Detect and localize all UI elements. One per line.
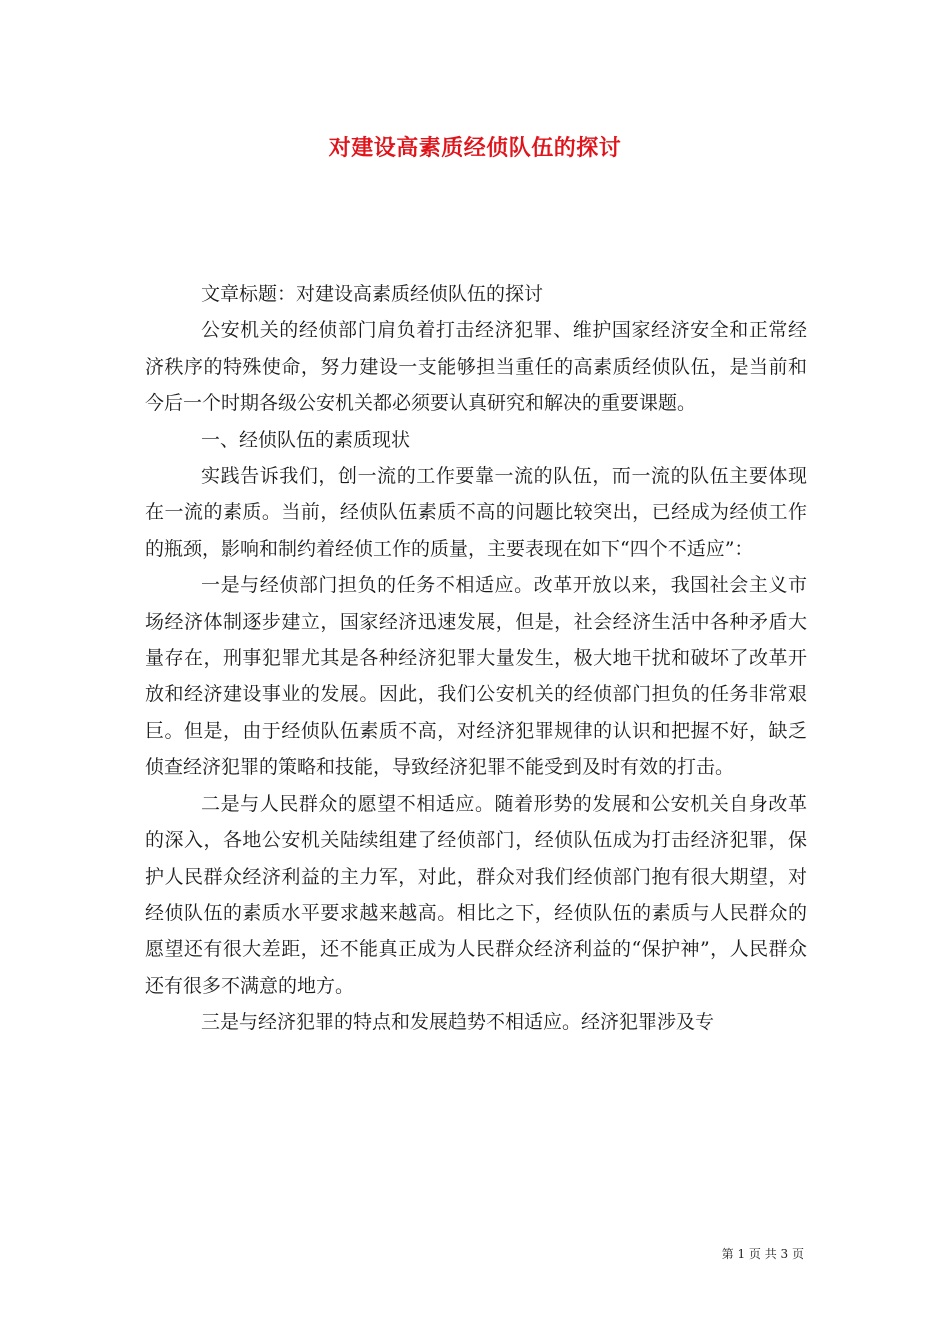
document-title: 对建设高素质经侦队伍的探讨 <box>328 135 622 161</box>
page-number-footer: 第 1 页 共 3 页 <box>721 1247 804 1261</box>
document-body <box>145 276 807 1041</box>
paragraph-point-2: 二是与人民群众的愿望不相适应。随着形势的发展和公安机关自身改革的深入，各地公安机关陆续组建了经侦部门，经侦队伍成为打击经济犯罪，保护人民群众经济利益的主力军，对此，群众对我们经侦部门抱有很大期望，对经侦队伍的素质水平要求越来越高。相比之下，经侦队伍的素质与人民群众的愿望还有很大差距，还不能真正成为人民群众经济利益的“保护神”，人民群众还有很多不满意的地方。 <box>145 792 807 997</box>
paragraph-point-3: 三是与经济犯罪的特点和发展趋势不相适应。经济犯罪涉及专 <box>201 1011 715 1034</box>
paragraph-practice: 实践告诉我们，创一流的工作要靠一流的队伍，而一流的队伍主要体现在一流的素质。当前，经侦队伍素质不高的问题比较突出，已经成为经侦工作的瓶颈，影响和制约着经侦工作的质量，主要表现在如下“四个不适应”： <box>145 465 807 560</box>
section-heading-1: 一、经侦队伍的素质现状 <box>201 428 411 451</box>
paragraph-article-title: 文章标题：对建设高素质经侦队伍的探讨 <box>201 283 544 305</box>
paragraph-intro: 公安机关的经侦部门肩负着打击经济犯罪、维护国家经济安全和正常经济秩序的特殊使命，努力建设一支能够担当重任的高素质经侦队伍，是当前和今后一个时期各级公安机关都必须要认真研究和解决的重要课题。 <box>145 319 807 415</box>
paragraph-point-1: 一是与经侦部门担负的任务不相适应。改革开放以来，我国社会主义市场经济体制逐步建立，国家经济迅速发展，但是，社会经济生活中各种矛盾大量存在，刑事犯罪尤其是各种经济犯罪大量发生，极大地干扰和破坏了改革开放和经济建设事业的发展。因此，我们公安机关的经侦部门担负的任务非常艰巨。但是，由于经侦队伍素质不高，对经济犯罪规律的认识和把握不好，缺乏侦查经济犯罪的策略和技能，导致经济犯罪不能受到及时有效的打击。 <box>145 574 807 779</box>
